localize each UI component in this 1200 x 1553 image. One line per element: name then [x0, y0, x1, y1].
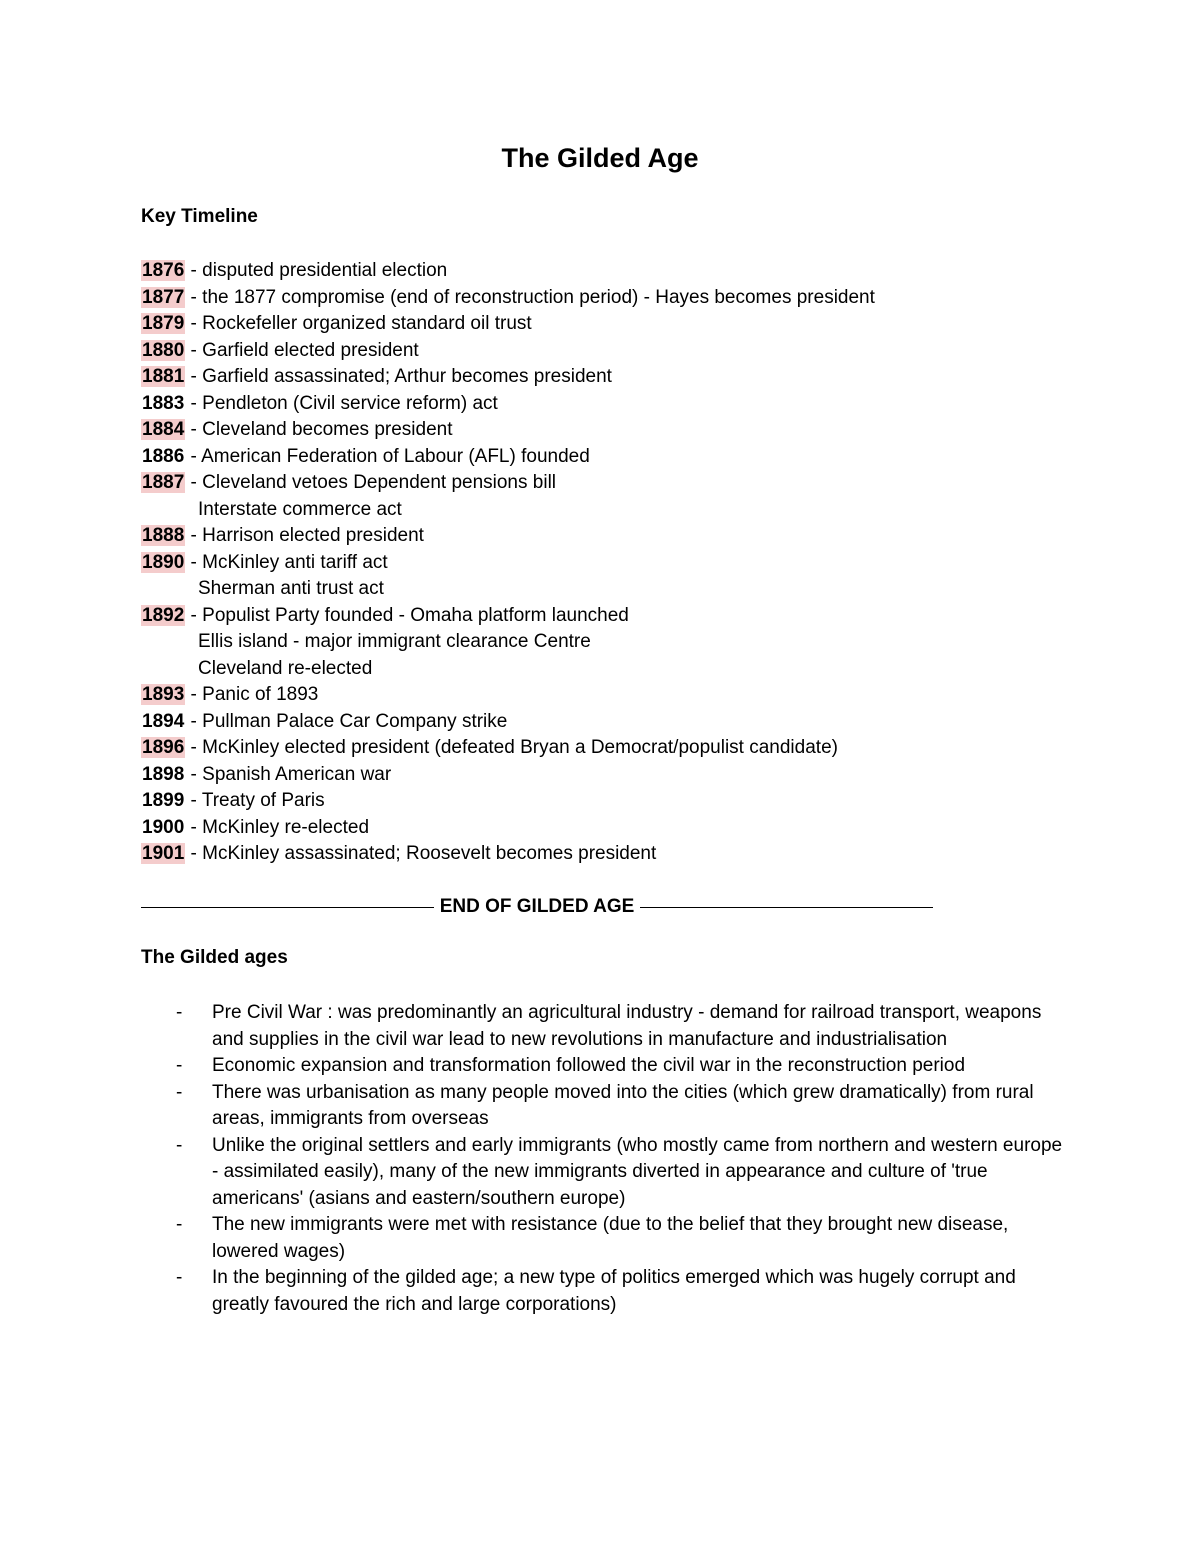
timeline-event-text: - McKinley assassinated; Roosevelt becomes president	[185, 843, 657, 864]
bullet-text: The new immigrants were met with resistance (due to the belief that they brought new disease, lowered wages)	[212, 1214, 1009, 1262]
timeline-entry	[141, 788, 1101, 815]
timeline-year: 1893	[142, 684, 185, 705]
bullet-dash: -	[176, 1267, 183, 1288]
bullet-item	[141, 1265, 1071, 1318]
timeline-event-text: - Garfield elected president	[185, 339, 419, 361]
timeline-entry	[141, 709, 1101, 736]
divider-rule-left	[141, 907, 434, 908]
bullet-dash: -	[176, 1055, 183, 1076]
page-title: The Gilded Age	[501, 143, 699, 173]
gilded-ages-bullet-list	[141, 1000, 1071, 1318]
timeline-event-text: - disputed presidential election	[185, 260, 448, 281]
timeline-heading: Key Timeline	[141, 206, 258, 227]
end-of-gilded-age-divider	[141, 894, 933, 920]
timeline-event-continuation: Ellis island - major immigrant clearance Centre	[198, 631, 591, 652]
timeline-year: 1890	[142, 551, 185, 573]
timeline-entry	[141, 470, 1101, 497]
timeline-year: 1886	[142, 445, 185, 467]
timeline-entry	[141, 815, 1101, 842]
timeline-event-text: - Cleveland becomes president	[185, 419, 453, 440]
timeline-event-text: - Populist Party founded - Omaha platform launched	[185, 604, 629, 626]
bullet-text: In the beginning of the gilded age; a new type of politics emerged which was hugely corrupt and greatly favoured the rich and large corporations)	[212, 1267, 1016, 1315]
timeline-entry	[141, 417, 1101, 444]
timeline-event-text: - Panic of 1893	[185, 684, 319, 705]
timeline-year: 1876	[142, 260, 185, 281]
timeline-event-continuation: Interstate commerce act	[198, 498, 402, 520]
bullet-text: Unlike the original settlers and early immigrants (who mostly came from northern and western europe - assimilated easily), many of the new immigrants diverted in appearance and culture of 'true americans' (asians and eastern/southern europe)	[212, 1134, 1063, 1209]
timeline-event-text: - Cleveland vetoes Dependent pensions bill	[185, 472, 557, 493]
bullet-item	[141, 1212, 1071, 1265]
timeline-event-text: - Garfield assassinated; Arthur becomes president	[185, 366, 612, 387]
timeline-event-text: - Pullman Palace Car Company strike	[185, 710, 508, 732]
timeline-year: 1884	[142, 419, 185, 440]
timeline-year: 1896	[142, 737, 185, 758]
timeline-year: 1898	[142, 763, 185, 785]
timeline-year: 1900	[142, 816, 185, 838]
timeline-entry	[141, 550, 1101, 577]
timeline-entry	[141, 762, 1101, 789]
timeline-entry	[141, 258, 1101, 285]
timeline-entry	[141, 841, 1101, 868]
divider-rule-right	[640, 907, 933, 908]
timeline-event-text: - the 1877 compromise (end of reconstruction period) - Hayes becomes president	[185, 286, 875, 308]
timeline-year: 1888	[142, 525, 185, 546]
timeline-year: 1880	[142, 339, 185, 361]
bullet-text: Economic expansion and transformation followed the civil war in the reconstruction period	[212, 1055, 966, 1076]
timeline-year: 1881	[142, 366, 185, 387]
bullet-dash: -	[176, 1134, 183, 1156]
key-timeline	[141, 258, 1101, 868]
bullet-item	[141, 1080, 1071, 1133]
bullet-dash: -	[176, 1081, 183, 1103]
timeline-year: 1894	[142, 710, 185, 732]
timeline-year: 1899	[142, 790, 185, 811]
timeline-event-text: - McKinley anti tariff act	[185, 551, 388, 573]
timeline-event-text: - Harrison elected president	[185, 525, 424, 546]
timeline-entry	[141, 444, 1101, 471]
divider-label: END OF GILDED AGE	[439, 896, 635, 917]
timeline-year: 1883	[142, 392, 185, 414]
bullet-dash: -	[176, 1002, 183, 1023]
timeline-entry	[141, 682, 1101, 709]
timeline-year: 1887	[142, 472, 185, 493]
timeline-entry	[141, 735, 1101, 762]
timeline-year: 1879	[142, 313, 185, 334]
timeline-event-continuation: Sherman anti trust act	[198, 578, 384, 599]
timeline-year: 1877	[142, 286, 185, 308]
bullet-dash: -	[176, 1214, 183, 1235]
timeline-event-text: - Rockefeller organized standard oil trust	[185, 313, 532, 334]
bullet-item	[141, 1000, 1071, 1053]
timeline-event-text: - Pendleton (Civil service reform) act	[185, 392, 498, 414]
timeline-year: 1892	[142, 604, 185, 626]
bullet-item	[141, 1133, 1071, 1213]
gilded-ages-heading: The Gilded ages	[141, 947, 288, 968]
timeline-event-text: - Treaty of Paris	[185, 790, 325, 811]
timeline-event-text: - McKinley elected president (defeated Bryan a Democrat/populist candidate)	[185, 737, 838, 758]
timeline-event-continuation: Cleveland re-elected	[198, 657, 373, 679]
bullet-item	[141, 1053, 1071, 1080]
bullet-text: Pre Civil War : was predominantly an agricultural industry - demand for railroad transport, weapons and supplies in the civil war lead to new revolutions in manufacture and industrialisation	[212, 1002, 1042, 1050]
timeline-event-text: - American Federation of Labour (AFL) founded	[185, 445, 590, 467]
timeline-entry	[141, 391, 1101, 418]
timeline-year: 1901	[142, 843, 185, 864]
timeline-event-text: - Spanish American war	[185, 763, 392, 785]
timeline-entry	[141, 338, 1101, 365]
timeline-entry	[141, 364, 1101, 391]
bullet-text: There was urbanisation as many people moved into the cities (which grew dramatically) from rural areas, immigrants from overseas	[212, 1081, 1034, 1129]
timeline-entry	[141, 311, 1101, 338]
timeline-entry	[141, 523, 1101, 550]
timeline-entry	[141, 285, 1101, 312]
timeline-entry	[141, 603, 1101, 630]
timeline-event-text: - McKinley re-elected	[185, 816, 370, 838]
